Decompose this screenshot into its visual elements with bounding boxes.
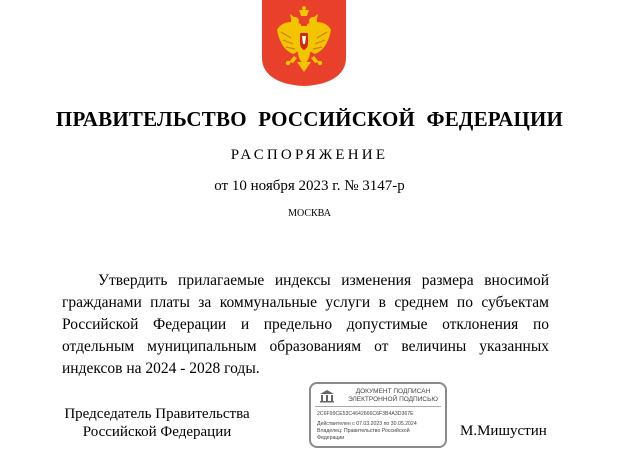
document-body-paragraph: Утвердить прилагаемые индексы изменения размера вносимой гражданами платы за коммунальные услуги в среднем по субъектам Российской Федерации и предельно допустимые отклонения по отдельным муниципальным образованиям от величины указанных индексов на 2024 - 2028 годы. xyxy=(62,272,549,377)
coat-of-arms-emblem xyxy=(261,0,347,86)
document-city: МОСКВА xyxy=(288,208,331,219)
signer-position: Председатель Правительства Российской Федерации xyxy=(64,406,250,440)
e-sign-heading xyxy=(341,388,445,404)
e-sign-heading-line1: ДОКУМЕНТ ПОДПИСАН xyxy=(355,388,431,395)
government-title: ПРАВИТЕЛЬСТВО РОССИЙСКОЙ ФЕДЕРАЦИИ xyxy=(55,107,564,131)
government-building-icon xyxy=(319,389,335,403)
coat-of-arms-icon xyxy=(261,0,347,86)
document-type: РАСПОРЯЖЕНИЕ xyxy=(230,147,389,163)
e-sign-owner-line1: Владелец: Правительство Российской xyxy=(317,428,410,434)
document-date-number: от 10 ноября 2023 г. № 3147-р xyxy=(214,178,405,194)
signer-name: М.Мишустин xyxy=(460,423,547,439)
e-sign-owner-line2: Федерации xyxy=(317,435,345,441)
e-sign-validity: Действителен с 07.03.2023 по 30.05.2024 xyxy=(317,421,417,427)
electronic-signature-stamp xyxy=(309,382,447,448)
e-sign-heading-line2: ЭЛЕКТРОННОЙ ПОДПИСЬЮ xyxy=(348,396,438,403)
e-sign-divider xyxy=(315,406,441,407)
e-sign-certificate: 2C6F99CE53C4642666C6F3B4A3D367E xyxy=(317,411,414,417)
